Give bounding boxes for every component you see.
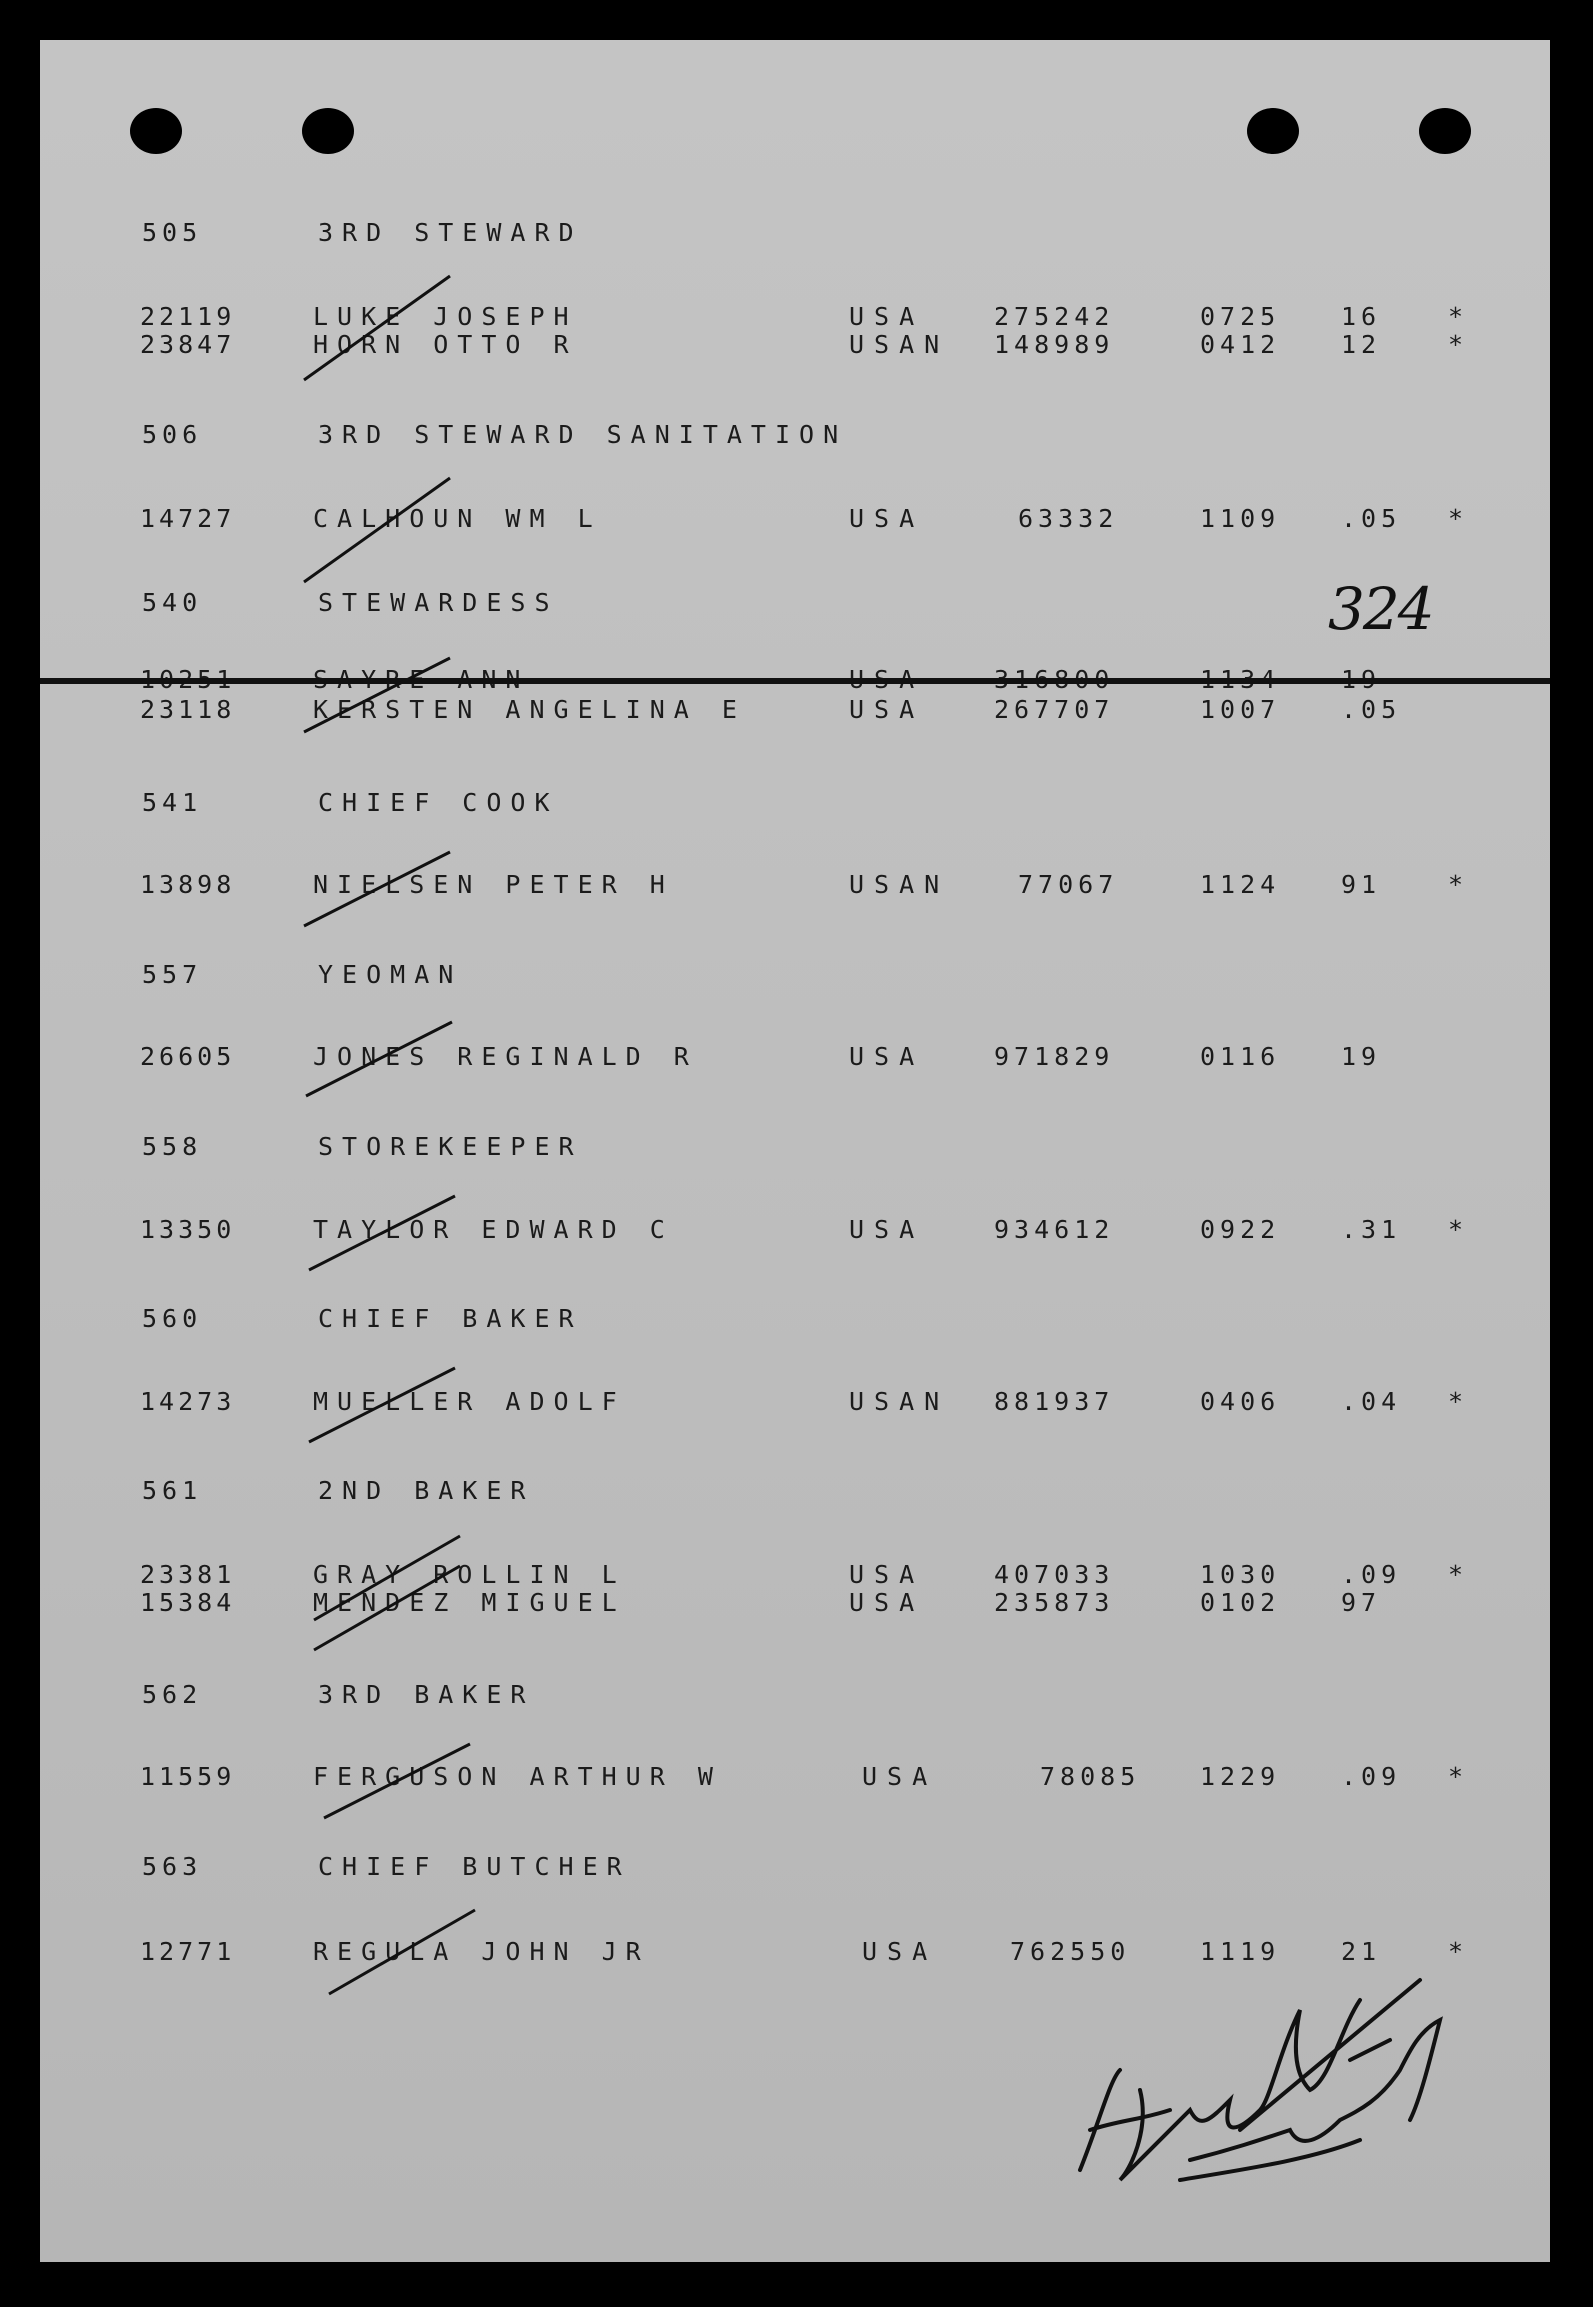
entry-rate: .09 <box>1341 1762 1402 1791</box>
entry-number: 12771 <box>140 1937 236 1966</box>
entry-mark: * <box>1448 1387 1464 1416</box>
entry-mark: * <box>1448 330 1464 359</box>
entry-certificate: 78085 <box>1040 1762 1141 1791</box>
entry-date: 1109 <box>1200 504 1281 533</box>
check-mark <box>310 1560 470 1660</box>
entry-number: 23381 <box>140 1560 236 1589</box>
section-header <box>40 1304 1550 1334</box>
entry-mark: * <box>1448 870 1464 899</box>
entry-nationality: USA <box>849 1588 925 1617</box>
entry-certificate: 148989 <box>994 330 1115 359</box>
entry-certificate: 762550 <box>1010 1937 1131 1966</box>
entry-name: TAYLOR EDWARD C <box>313 1215 674 1244</box>
rating-title: CHIEF COOK <box>318 788 559 817</box>
entry-number: 13350 <box>140 1215 236 1244</box>
check-mark <box>320 1738 480 1828</box>
entry-nationality: USA <box>849 1215 925 1244</box>
rating-code: 563 <box>142 1852 203 1881</box>
entry-date: 0102 <box>1200 1588 1281 1617</box>
entry-rate: .09 <box>1341 1560 1402 1589</box>
section-header <box>40 588 1550 618</box>
entry-nationality: USAN <box>849 870 950 899</box>
entry-date: 0922 <box>1200 1215 1281 1244</box>
entry-name: FERGUSON ARTHUR W <box>313 1762 722 1791</box>
entry-mark: * <box>1448 504 1464 533</box>
punch-hole <box>130 108 182 154</box>
entry-date: 1007 <box>1200 695 1281 724</box>
check-mark <box>325 1904 485 2004</box>
entry-certificate: 267707 <box>994 695 1115 724</box>
rating-title: STEWARDESS <box>318 588 559 617</box>
rating-title: CHIEF BAKER <box>318 1304 583 1333</box>
punch-hole <box>302 108 354 154</box>
entry-certificate: 407033 <box>994 1560 1115 1589</box>
rating-code: 505 <box>142 218 203 247</box>
entry-nationality: USAN <box>849 1387 950 1416</box>
rating-code: 540 <box>142 588 203 617</box>
entry-rate: .04 <box>1341 1387 1402 1416</box>
entry-rate: 21 <box>1341 1937 1382 1966</box>
entry-number: 14727 <box>140 504 236 533</box>
section-header <box>40 1476 1550 1506</box>
entry-rate: 12 <box>1341 330 1382 359</box>
entry-number: 14273 <box>140 1387 236 1416</box>
punch-hole <box>1247 108 1299 154</box>
rating-title: 3RD BAKER <box>318 1680 535 1709</box>
punch-hole <box>1419 108 1471 154</box>
crew-entry <box>40 1215 1550 1245</box>
entry-certificate: 881937 <box>994 1387 1115 1416</box>
rating-title: CHIEF BUTCHER <box>318 1852 631 1881</box>
rating-code: 541 <box>142 788 203 817</box>
entry-nationality: USA <box>849 302 925 331</box>
entry-date: 0725 <box>1200 302 1281 331</box>
entry-date: 0406 <box>1200 1387 1281 1416</box>
entry-mark: * <box>1448 1560 1464 1589</box>
section-header <box>40 1132 1550 1162</box>
rating-code: 557 <box>142 960 203 989</box>
page-number-annotation: 324 <box>1328 575 1433 643</box>
entry-nationality: USA <box>849 1042 925 1071</box>
strike-through-line <box>40 678 1550 684</box>
crew-entry <box>40 1387 1550 1417</box>
entry-date: 1229 <box>1200 1762 1281 1791</box>
crew-entry <box>40 302 1550 332</box>
check-mark <box>300 270 460 390</box>
entry-number: 15384 <box>140 1588 236 1617</box>
entry-nationality: USA <box>849 1560 925 1589</box>
check-mark <box>300 846 460 936</box>
entry-certificate: 77067 <box>1018 870 1119 899</box>
section-header <box>40 218 1550 248</box>
check-mark <box>302 1016 462 1106</box>
entry-number: 11559 <box>140 1762 236 1791</box>
entry-mark: * <box>1448 1762 1464 1791</box>
rating-title: 2ND BAKER <box>318 1476 535 1505</box>
crew-entry <box>40 695 1550 725</box>
crew-entry <box>40 504 1550 534</box>
crew-entry <box>40 1588 1550 1618</box>
entry-date: 1119 <box>1200 1937 1281 1966</box>
entry-nationality: USAN <box>849 330 950 359</box>
check-mark <box>300 472 460 592</box>
entry-name: MUELLER ADOLF <box>313 1387 626 1416</box>
entry-name: LUKE JOSEPH <box>313 302 578 331</box>
entry-name: CALHOUN WM L <box>313 504 602 533</box>
entry-date: 1124 <box>1200 870 1281 899</box>
entry-number: 13898 <box>140 870 236 899</box>
entry-rate: .05 <box>1341 695 1402 724</box>
entry-name: JONES REGINALD R <box>313 1042 698 1071</box>
handwritten-signature <box>1060 1970 1480 2200</box>
entry-nationality: USA <box>862 1762 938 1791</box>
entry-mark: * <box>1448 1215 1464 1244</box>
entry-certificate: 934612 <box>994 1215 1115 1244</box>
rating-title: YEOMAN <box>318 960 463 989</box>
entry-date: 0116 <box>1200 1042 1281 1071</box>
entry-certificate: 275242 <box>994 302 1115 331</box>
entry-rate: 91 <box>1341 870 1382 899</box>
document-sheet <box>40 40 1550 2262</box>
crew-entry <box>40 330 1550 360</box>
entry-rate: .31 <box>1341 1215 1402 1244</box>
entry-name: HORN OTTO R <box>313 330 578 359</box>
rating-title: 3RD STEWARD <box>318 218 583 247</box>
check-mark <box>305 1190 465 1280</box>
entry-nationality: USA <box>849 695 925 724</box>
entry-rate: 16 <box>1341 302 1382 331</box>
entry-nationality: USA <box>862 1937 938 1966</box>
entry-name: KERSTEN ANGELINA E <box>313 695 746 724</box>
entry-rate: .05 <box>1341 504 1402 533</box>
entry-mark: * <box>1448 1937 1464 1966</box>
entry-certificate: 235873 <box>994 1588 1115 1617</box>
entry-mark: * <box>1448 302 1464 331</box>
rating-title: 3RD STEWARD SANITATION <box>318 420 848 449</box>
entry-certificate: 971829 <box>994 1042 1115 1071</box>
crew-entry <box>40 870 1550 900</box>
check-mark <box>300 652 460 742</box>
rating-code: 558 <box>142 1132 203 1161</box>
entry-name: REGULA JOHN JR <box>313 1937 650 1966</box>
section-header <box>40 1680 1550 1710</box>
entry-name: MENDEZ MIGUEL <box>313 1588 626 1617</box>
entry-name: NIELSEN PETER H <box>313 870 674 899</box>
entry-number: 23118 <box>140 695 236 724</box>
entry-number: 22119 <box>140 302 236 331</box>
entry-rate: 19 <box>1341 1042 1382 1071</box>
check-mark <box>305 1362 465 1452</box>
entry-nationality: USA <box>849 504 925 533</box>
rating-code: 560 <box>142 1304 203 1333</box>
crew-entry <box>40 1042 1550 1072</box>
crew-entry <box>40 1937 1550 1967</box>
entry-date: 1030 <box>1200 1560 1281 1589</box>
section-header <box>40 788 1550 818</box>
section-header <box>40 960 1550 990</box>
entry-rate: 97 <box>1341 1588 1382 1617</box>
crew-entry <box>40 1762 1550 1792</box>
rating-code: 506 <box>142 420 203 449</box>
entry-name: GRAY ROLLIN L <box>313 1560 626 1589</box>
rating-title: STOREKEEPER <box>318 1132 583 1161</box>
entry-number: 26605 <box>140 1042 236 1071</box>
entry-date: 0412 <box>1200 330 1281 359</box>
rating-code: 561 <box>142 1476 203 1505</box>
crew-entry <box>40 1560 1550 1590</box>
entry-certificate: 63332 <box>1018 504 1119 533</box>
rating-code: 562 <box>142 1680 203 1709</box>
section-header <box>40 420 1550 450</box>
section-header <box>40 1852 1550 1882</box>
entry-number: 23847 <box>140 330 236 359</box>
